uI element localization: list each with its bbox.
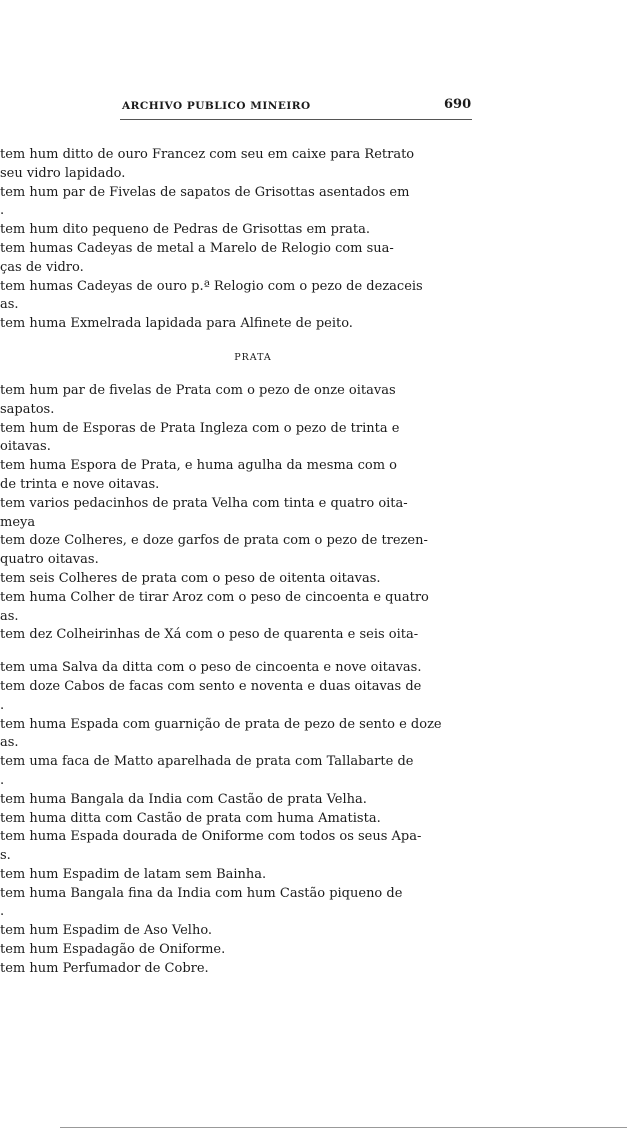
text-line: tem hum Espadim de latam sem Bainha. bbox=[0, 866, 267, 882]
text-line: tem doze Colheres, e doze garfos de prata com o pezo de trezen- bbox=[0, 533, 428, 549]
text-line: . bbox=[0, 904, 5, 920]
inventory-text bbox=[0, 146, 476, 979]
text-line: tem hum de Esporas de Prata Ingleza com o pezo de trinta e bbox=[0, 420, 400, 436]
text-line: tem hum par de fivelas de Prata com o pezo de onze oitavas bbox=[0, 382, 396, 398]
text-line: tem hum Espadim de Aso Velho. bbox=[0, 923, 213, 939]
text-line: tem uma faca de Matto aparelhada de prata com Tallabarte de bbox=[0, 754, 414, 770]
section-heading-prata: PRATA bbox=[234, 351, 272, 363]
text-line: quatro oitavas. bbox=[0, 552, 99, 568]
silver-list bbox=[0, 382, 476, 645]
spacer bbox=[0, 334, 476, 348]
footer-rule bbox=[60, 1127, 627, 1132]
text-line: tem huma Bangala da India com Castão de prata Velha. bbox=[0, 791, 367, 807]
text-line: as. bbox=[0, 608, 19, 624]
text-line: tem humas Cadeyas de metal a Marelo de Relogio com sua- bbox=[0, 240, 394, 256]
text-line: meya bbox=[0, 514, 36, 530]
text-line: seu vidro lapidado. bbox=[0, 165, 126, 181]
text-line: tem hum ditto de ouro Francez com seu em caixe para Retrato bbox=[0, 147, 415, 162]
text-line: as. bbox=[0, 297, 19, 313]
text-line: s. bbox=[0, 848, 11, 864]
text-line: tem huma Colher de tirar Aroz com o peso de cincoenta e quatro bbox=[0, 589, 429, 605]
text-line: tem doze Cabos de facas com sento e noventa e duas oitavas de bbox=[0, 678, 422, 694]
text-line: . bbox=[0, 772, 5, 788]
jewelry-list bbox=[0, 146, 476, 334]
spacer bbox=[0, 645, 476, 659]
text-line: tem humas Cadeyas de ouro p.ª Relogio com o pezo de dezaceis bbox=[0, 278, 423, 294]
text-line: tem hum par de Fivelas de sapatos de Grisottas asentados em bbox=[0, 184, 410, 200]
text-line: de trinta e nove oitavas. bbox=[0, 476, 160, 492]
text-line: tem hum Perfumador de Cobre. bbox=[0, 960, 209, 976]
text-line: tem varios pedacinhos de prata Velha com tinta e quatro oita- bbox=[0, 495, 408, 511]
page-header bbox=[0, 96, 627, 124]
silver-list-continued bbox=[0, 659, 476, 979]
text-line: tem hum dito pequeno de Pedras de Grisottas em prata. bbox=[0, 222, 371, 238]
running-title: ARCHIVO PUBLICO MINEIRO bbox=[122, 100, 311, 112]
header-rule bbox=[120, 119, 472, 120]
page-number: 690 bbox=[444, 97, 472, 112]
text-line: sapatos. bbox=[0, 401, 55, 417]
text-line: tem seis Colheres de prata com o peso de oitenta oitavas. bbox=[0, 570, 381, 586]
text-line: tem huma Bangala fina da India com hum Castão piqueno de bbox=[0, 885, 403, 901]
text-line: . bbox=[0, 203, 5, 219]
text-line: tem dez Colheirinhas de Xá com o peso de quarenta e seis oita- bbox=[0, 627, 419, 643]
text-line: . bbox=[0, 697, 5, 713]
text-line: tem uma Salva da ditta com o peso de cincoenta e nove oitavas. bbox=[0, 660, 422, 676]
text-line: tem huma Espada dourada de Oniforme com todos os seus Apa- bbox=[0, 829, 422, 845]
text-line: as. bbox=[0, 735, 19, 751]
text-line: oitavas. bbox=[0, 439, 51, 455]
text-line: ças de vidro. bbox=[0, 259, 84, 275]
text-line: tem hum Espadagão de Oniforme. bbox=[0, 942, 226, 958]
text-line: tem huma Exmelrada lapidada para Alfinete de peito. bbox=[0, 316, 353, 332]
text-line: tem huma Espora de Prata, e huma agulha da mesma com o bbox=[0, 458, 397, 474]
spacer bbox=[0, 368, 476, 382]
text-line: tem huma ditta com Castão de prata com huma Amatista. bbox=[0, 810, 381, 826]
text-line: tem huma Espada com guarnição de prata de pezo de sento e doze bbox=[0, 716, 442, 732]
